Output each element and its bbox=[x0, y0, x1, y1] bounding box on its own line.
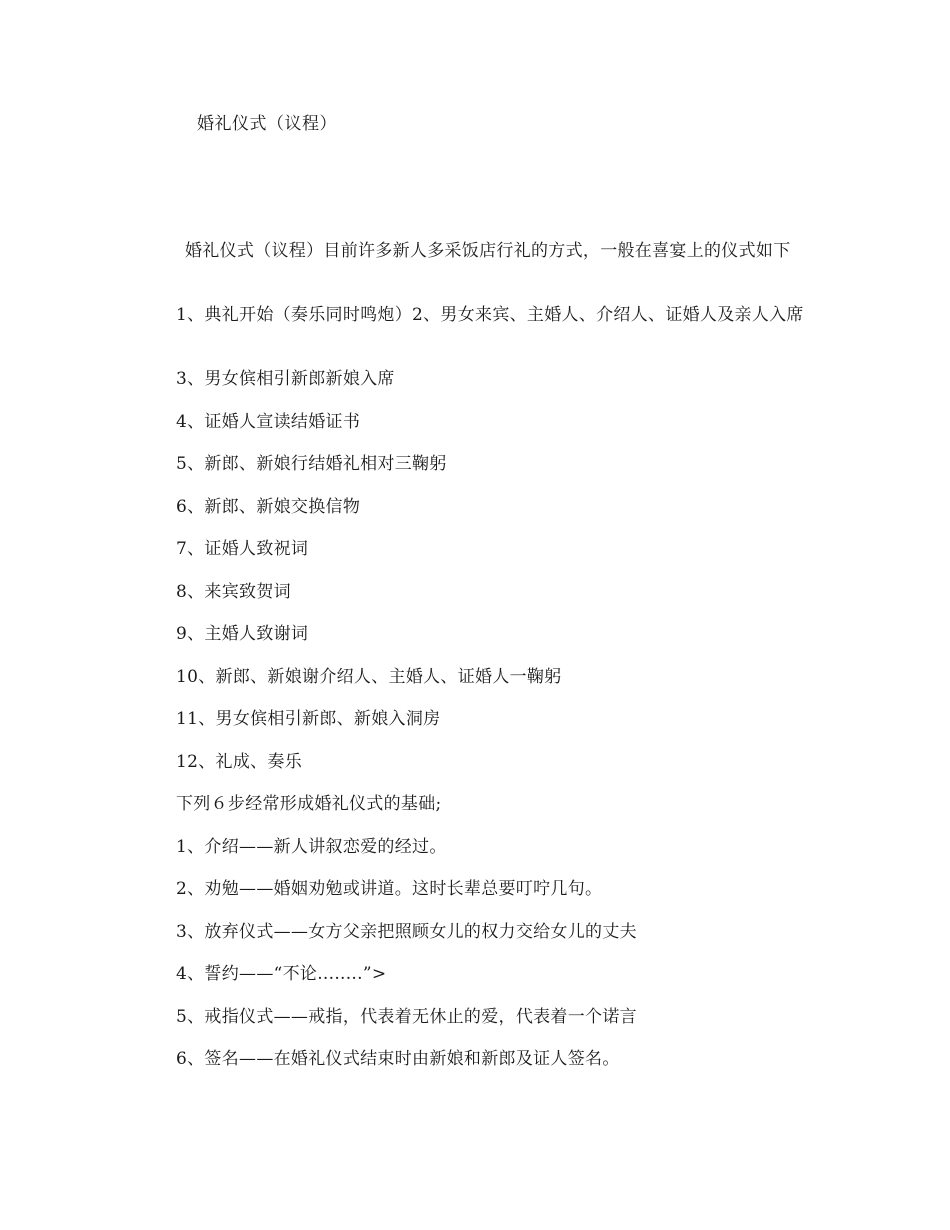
document-title: 婚礼仪式（议程） bbox=[197, 114, 337, 134]
list-item-step-3: 3、男女傧相引新郎新娘入席 bbox=[176, 369, 395, 389]
list-item-step-10: 10、新郎、新娘谢介绍人、主婚人、证婚人一鞠躬 bbox=[176, 667, 562, 687]
list-item-step-6: 6、新郎、新娘交换信物 bbox=[176, 497, 361, 517]
list-item-step-8: 8、来宾致贺词 bbox=[176, 582, 291, 602]
list-item-basis-6: 6、签名——在婚礼仪式结束时由新娘和新郎及证人签名。 bbox=[176, 1049, 620, 1069]
intro-paragraph: 婚礼仪式（议程）目前许多新人多采饭店行礼的方式，一般在喜宴上的仪式如下 bbox=[185, 241, 791, 261]
basis-heading: 下列６步经常形成婚礼仪式的基础; bbox=[176, 794, 442, 814]
list-item-step-7: 7、证婚人致祝词 bbox=[176, 539, 309, 559]
list-item-basis-4: 4、誓约——“不论........”> bbox=[176, 964, 387, 984]
list-item-step-11: 11、男女傧相引新郎、新娘入洞房 bbox=[176, 709, 441, 729]
list-item-basis-2: 2、劝勉——婚姻劝勉或讲道。这时长辈总要叮咛几句。 bbox=[176, 879, 603, 899]
list-item-step-9: 9、主婚人致谢词 bbox=[176, 624, 309, 644]
list-item-basis-1: 1、介绍——新人讲叙恋爱的经过。 bbox=[176, 837, 447, 857]
list-item-step-4: 4、证婚人宣读结婚证书 bbox=[176, 412, 361, 432]
list-item-step-5: 5、新郎、新娘行结婚礼相对三鞠躬 bbox=[176, 454, 447, 474]
list-item-step-1-2: 1、典礼开始（奏乐同时鸣炮）2、男女来宾、主婚人、介绍人、证婚人及亲人入席 bbox=[176, 305, 804, 325]
list-item-step-12: 12、礼成、奏乐 bbox=[176, 752, 303, 772]
list-item-basis-5: 5、戒指仪式——戒指，代表着无休止的爱，代表着一个诺言 bbox=[176, 1007, 637, 1027]
list-item-basis-3: 3、放弃仪式——女方父亲把照顾女儿的权力交给女儿的丈夫 bbox=[176, 922, 637, 942]
